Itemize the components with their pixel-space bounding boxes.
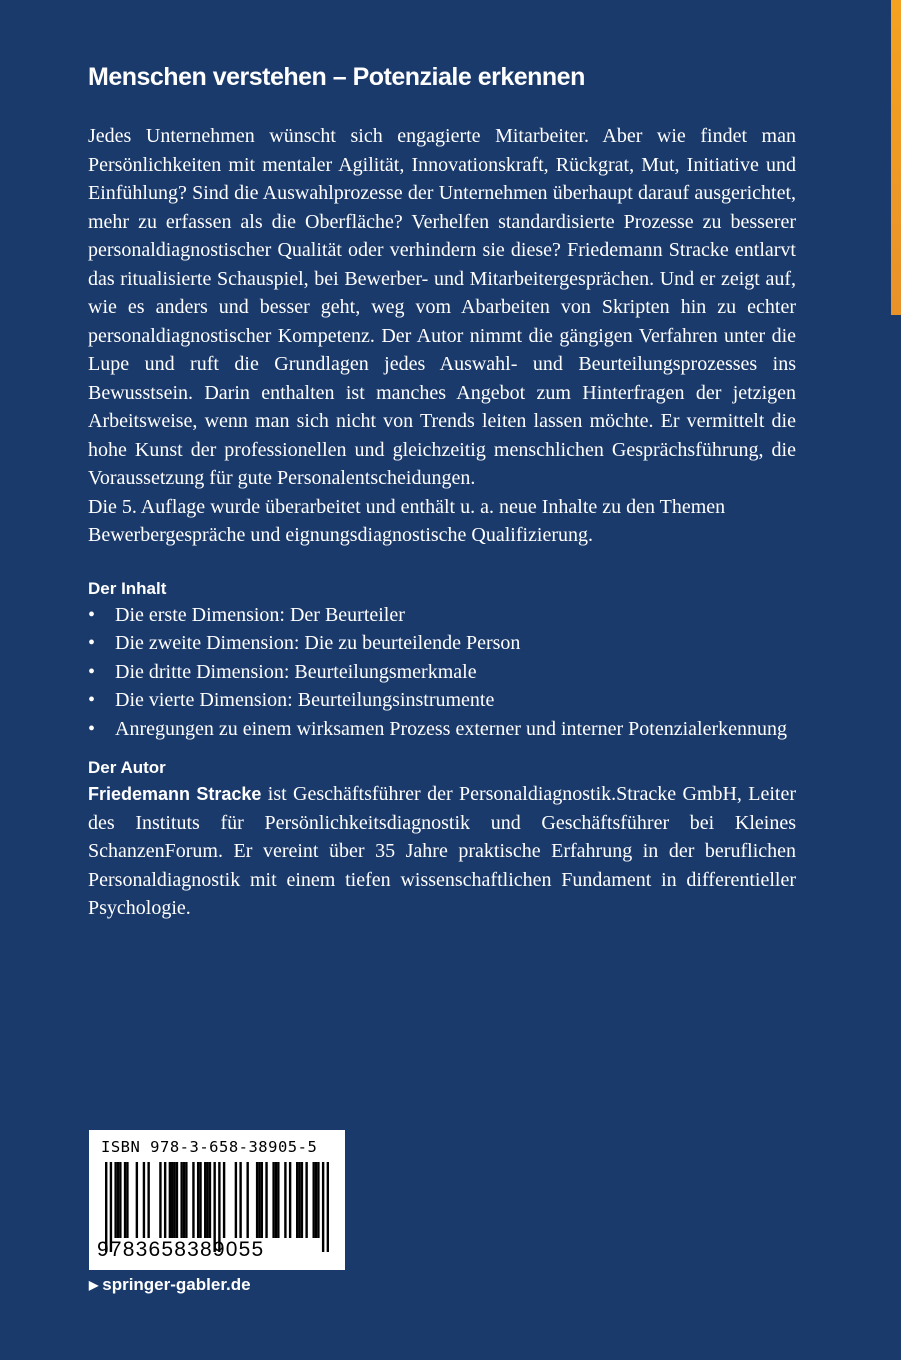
bullet-icon: • <box>88 660 96 683</box>
barcode-bar <box>315 1162 317 1238</box>
barcode-bar <box>114 1162 116 1238</box>
list-item: • Die erste Dimension: Der Beurteiler <box>88 601 796 630</box>
bullet-icon: • <box>88 717 96 740</box>
author-name: Friedemann Stracke <box>88 784 262 804</box>
barcode-bar <box>147 1162 149 1238</box>
barcode-bar <box>204 1162 206 1238</box>
barcode-bar <box>312 1162 314 1238</box>
author-bio <box>88 780 796 923</box>
barcode-bar <box>173 1162 175 1238</box>
play-icon: ▶ <box>89 1278 99 1292</box>
isbn-label: ISBN 978-3-658-38905-5 <box>101 1138 318 1156</box>
list-item: • Anregungen zu einem wirksamen Prozess externer und interner Potenzialerkennung <box>88 715 796 744</box>
publisher-link-label: springer-gabler.de <box>102 1275 251 1294</box>
barcode-bar <box>199 1162 201 1238</box>
barcode-bar <box>301 1162 303 1238</box>
barcode-bar <box>206 1162 208 1238</box>
barcode-bar <box>197 1162 199 1238</box>
barcode-bar <box>171 1162 173 1238</box>
publisher-link[interactable] <box>89 1275 251 1295</box>
barcode-bar <box>317 1162 319 1238</box>
barcode-bar <box>256 1162 258 1238</box>
isbn-barcode <box>89 1130 345 1270</box>
barcode-bar <box>117 1162 119 1238</box>
barcode-bar <box>275 1162 277 1238</box>
barcode-bar <box>298 1162 300 1238</box>
barcode-bar <box>322 1162 324 1252</box>
author-bio-text: ist Geschäftsführer der Personaldiagnostik.Stracke GmbH, Leiter des Instituts für Persönlichkeitsdiagnostik und Geschäftsführer bei Kleines SchanzenForum. Er vereint über 35 Jahre praktische Erfahrung in der beruflichen Personaldiagnostik mit einem tiefen wissenschaftlichen Fundament in differentieller Psychologie. <box>88 783 796 919</box>
barcode-bar <box>180 1162 182 1238</box>
bullet-icon: • <box>88 632 96 654</box>
barcode-bar <box>239 1162 241 1238</box>
barcode-bar <box>136 1162 138 1238</box>
barcode-bar <box>209 1162 211 1238</box>
cover-text <box>88 58 796 923</box>
barcode-bar <box>284 1162 286 1238</box>
barcode-bar <box>289 1162 291 1238</box>
bullet-icon: • <box>88 689 96 711</box>
barcode-bar <box>296 1162 298 1238</box>
barcode-bar <box>176 1162 178 1238</box>
list-item: • Die vierte Dimension: Beurteilungsinstrumente <box>88 686 796 715</box>
barcode-bar <box>159 1162 161 1238</box>
barcode-bar <box>305 1162 307 1238</box>
barcode-bar <box>223 1162 225 1238</box>
book-title: Menschen verstehen – Potenziale erkennen <box>88 63 585 91</box>
barcode-digits: 9783658389055 <box>97 1238 265 1261</box>
edition-note: Die 5. Auflage wurde überarbeitet und enthält u. a. neue Inhalte zu den Themen Bewerbergespräche und eignungsdiagnostische Qualifizierung. <box>88 495 726 546</box>
barcode-bar <box>183 1162 185 1238</box>
bullet-icon: • <box>88 603 96 626</box>
barcode-bar <box>246 1162 248 1238</box>
barcode-bar <box>126 1162 128 1238</box>
barcode-bar <box>258 1162 260 1238</box>
barcode-bar <box>272 1162 274 1238</box>
barcode-bar <box>261 1162 263 1238</box>
barcode-bar <box>235 1162 237 1238</box>
barcode-bar <box>277 1162 279 1238</box>
barcode-bar <box>327 1162 329 1252</box>
contents-list <box>88 601 796 744</box>
accent-bar <box>891 0 901 315</box>
barcode-bar <box>169 1162 171 1238</box>
author-heading: Der Autor <box>88 758 166 777</box>
barcode-bar <box>119 1162 121 1238</box>
barcode-bar <box>192 1162 194 1238</box>
list-item: • Die dritte Dimension: Beurteilungsmerkmale <box>88 658 796 687</box>
list-item: • Die zweite Dimension: Die zu beurteilende Person <box>88 629 796 658</box>
barcode-bar <box>124 1162 126 1238</box>
barcode-bar <box>265 1162 267 1238</box>
barcode-bar <box>185 1162 187 1238</box>
barcode-bar <box>143 1162 145 1238</box>
barcode-bar <box>164 1162 166 1238</box>
contents-heading: Der Inhalt <box>88 578 167 598</box>
book-description: Jedes Unternehmen wünscht sich engagierte Mitarbeiter. Aber wie findet man Persönlichkeiten mit mentaler Agilität, Innovationskraft, Rückgrat, Mut, Initiative und Einfühlung? Sind die Auswahlprozesse der Unternehmen überhaupt darauf ausgerichtet, mehr zu erfassen als die Oberfläche? Verhelfen standardisierte Prozesse zu besserer personaldiagnostischer Qualität oder verhindern sie diese? Friedemann Stracke entlarvt das ritualisierte Schauspiel, bei Bewerber- und Mitarbeitergesprächen. Und er zeigt auf, wie es anders und besser geht, weg vom Abarbeiten von Skripten hin zu echter personaldiagnostischer Kompetenz. Der Autor nimmt die gängigen Verfahren unter die Lupe und ruft die Grundlagen jedes Auswahl- und Beurteilungsprozesses ins Bewusstsein. Darin enthalten ist manches Angebot zum Hinterfragen der jetzigen Arbeitsweise, wenn man sich nicht von Trends leiten lassen möchte. Er vermittelt die hohe Kunst der professionellen und gleichzeitig menschlichen Gesprächsführung, die Voraussetzung für gute Personalentscheidungen. <box>88 125 796 489</box>
